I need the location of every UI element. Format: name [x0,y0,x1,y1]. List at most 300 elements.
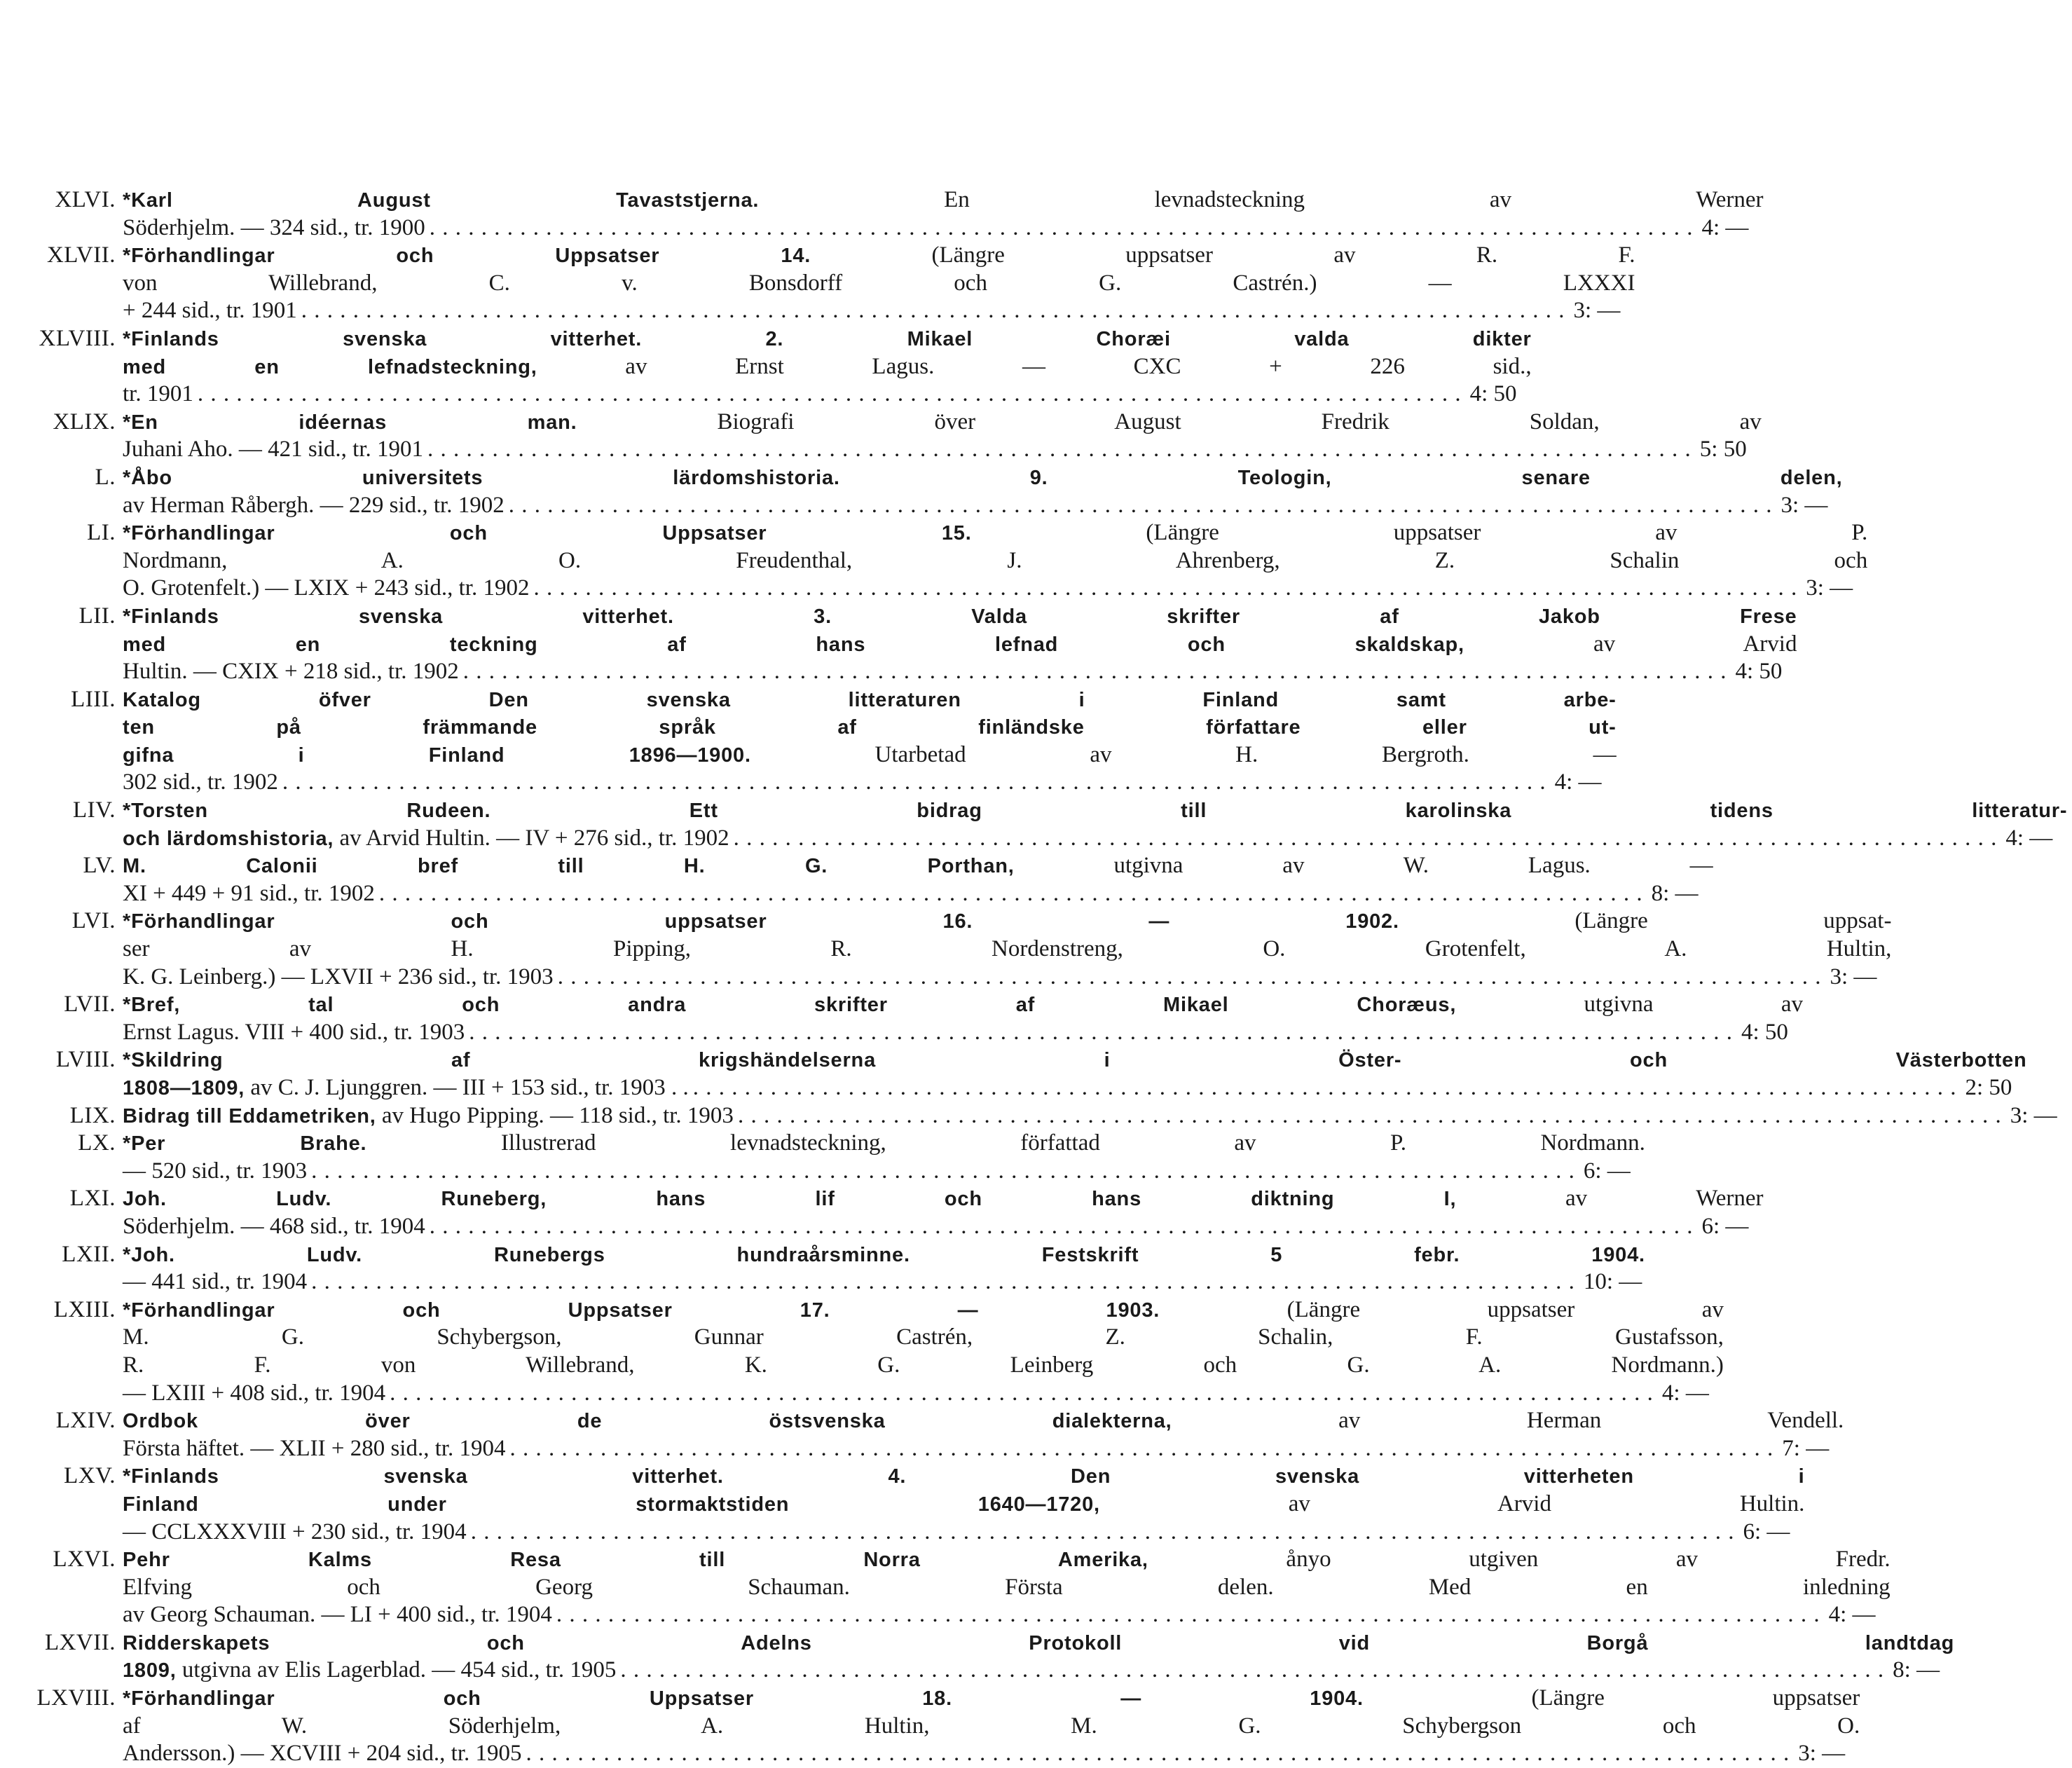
entry-line-text [123,1046,2026,1075]
entry-line [123,1685,1860,1713]
entry-title-bold: *Åbo universitets lärdomshistoria. 9. Teologin, senare delen, [123,466,1843,489]
dot-leader [297,297,1565,325]
entry-text: Elfving och Georg Schauman. Första delen. Med en inledning [123,1574,1891,1600]
entry-text: av Hugo Pipping. — 118 sid., tr. 1903 [376,1102,734,1128]
entry-text: O. Grotenfelt.) — LXIX + 243 sid., tr. 1902 [123,575,530,601]
entry-price: 3: — [1781,492,1828,518]
entry-price: 6: — [1701,1213,1749,1239]
entry-line-text [123,325,1532,354]
entry-number: LX. [78,1130,116,1156]
entry-line-text [123,409,1762,437]
entry-body [123,1185,1764,1240]
entry-line-text [123,519,1867,548]
entry-text: Hultin. — CXIX + 218 sid., tr. 1902 [123,659,459,685]
entry-line-text [123,1462,1804,1491]
entry-line [123,658,1797,686]
entry-title-bold: *Förhandlingar och uppsatser 16. — 1902. [123,910,1399,933]
entry-price: 4: — [1828,1602,1876,1628]
entry-line-text [123,686,1617,715]
entry-body [123,242,1635,325]
entry-number: LVI. [71,908,116,934]
entry-title-bold: *Finlands svenska vitterhet. 2. Mikael Choræi valda dikter [123,327,1532,350]
entry-line [123,1213,1764,1241]
entry-line-text [123,1435,506,1463]
entry-line-text [123,270,1635,298]
entry-number: XLVIII. [39,325,116,351]
entry-body [123,1130,1645,1185]
entry-body [123,464,1842,519]
entry-text: Juhani Aho. — 421 sid., tr. 1901 [123,437,424,462]
catalog-entry [28,1241,1645,1296]
entry-line [123,1102,2072,1130]
catalog-entry [28,852,1713,907]
entry-text: von Willebrand, C. v. Bonsdorff och G. Castrén.) — LXXXI [123,270,1635,296]
entry-text: av Herman Vendell. [1172,1408,1844,1434]
catalog-entry [28,991,1803,1046]
entry-line-text [123,907,1891,936]
entry-line-text [123,1574,1891,1602]
entry-line [123,1491,1804,1519]
entry-line-text [123,658,459,686]
entry-line-text [123,1491,1804,1519]
entry-line-text [123,852,1713,881]
entry-body [123,603,1797,686]
entry-text: av Ernst Lagus. — CXC + 226 sid., [537,353,1532,379]
entry-line [123,1296,1724,1324]
entry-body [123,519,1867,603]
entry-text: ser av H. Pipping, R. Nordenstreng, O. Grotenfelt, A. Hultin, [123,936,1892,962]
entry-number: LXIII. [53,1296,116,1322]
catalog-entry [28,1407,1844,1462]
entry-line [123,713,1617,741]
dot-leader [465,1019,1733,1047]
entry-title-bold: och lärdomshistoria, [123,827,334,850]
entry-text: — LXIII + 408 sid., tr. 1904 [123,1380,386,1406]
entry-title-bold: med en lefnadsteckning, [123,355,537,378]
entry-line [123,1019,1803,1047]
entry-text: Första häftet. — XLII + 280 sid., tr. 1904 [123,1435,506,1461]
entry-line-text [123,1713,1860,1741]
entry-price: 8: — [1651,880,1699,906]
entry-title-bold: gifna i Finland 1896—1900. [123,743,751,767]
catalog-entry [28,519,1868,603]
entry-line-text [123,242,1635,270]
entry-title-bold: *Skildring af krigshändelserna i Öster- och Västerbotten [123,1049,2027,1072]
entry-text: R. F. von Willebrand, K. G. Leinberg och G. A. Nordmann.) [123,1352,1724,1378]
entry-price: 8: — [1893,1657,1940,1683]
dot-leader [193,381,1462,409]
entry-line-text [123,1158,307,1186]
entry-body [123,686,1617,797]
entry-line [123,991,1803,1019]
entry-line [123,436,1762,464]
entry-text: Ernst Lagus. VIII + 400 sid., tr. 1903 [123,1019,465,1045]
entry-line [123,186,1764,214]
entry-line [123,741,1617,769]
entry-text: utgivna av [1456,992,1803,1017]
entry-number: LVIII. [55,1047,116,1073]
entry-title-bold: Pehr Kalms Resa till Norra Amerika, [123,1549,1148,1572]
entry-line [123,242,1635,270]
entry-line [123,547,1867,575]
entry-text: av Arvid Hultin. [1099,1491,1805,1516]
catalog-entry [28,686,1617,797]
catalog-entry [28,1130,1645,1185]
entry-body [123,907,1891,991]
entry-line [123,1435,1844,1463]
dot-leader [425,1213,1694,1241]
entry-body [123,1462,1804,1546]
dot-leader [425,214,1694,242]
entry-text: + 244 sid., tr. 1901 [123,298,297,324]
entry-text: af W. Söderhjelm, A. Hultin, M. G. Schybergson och O. [123,1713,1860,1739]
entry-body [123,1102,2072,1130]
dot-leader [729,825,1998,853]
entry-text: tr. 1901 [123,381,193,407]
entry-text: M. G. Schybergson, Gunnar Castrén, Z. Schalin, F. Gustafsson, [123,1324,1724,1350]
entry-line [123,1046,2026,1074]
entry-body [123,852,1713,907]
entry-line [123,575,1867,603]
entry-price: 3: — [1573,298,1621,324]
entry-line-text [123,464,1842,493]
entry-line-text [123,936,1891,964]
entry-text: utgivna av Elis Lagerblad. — 454 sid., tr. 1905 [176,1657,617,1683]
entry-text: K. G. Leinberg.) — LXVII + 236 sid., tr. 1903 [123,964,554,989]
entry-number: LXIV. [55,1408,116,1434]
entry-number: LVII. [64,992,116,1017]
entry-line-text [123,381,193,409]
entry-line [123,880,1713,908]
catalog-entry [28,1046,2027,1102]
entry-line [123,519,1867,547]
entry-line [123,1546,1891,1574]
entry-line [123,769,1617,797]
entry-title-bold: Ridderskapets och Adelns Protokoll vid Borgå landtdag [123,1631,1955,1654]
entry-line [123,1074,2026,1102]
dot-leader [734,1102,2002,1130]
entry-line-text [123,1074,689,1103]
entry-title-bold: *En idéernas man. [123,411,577,434]
entry-line [123,214,1764,242]
entry-title-bold: Katalog öfver Den svenska litteraturen i Finland samt arbe- [123,688,1617,711]
entry-line [123,1657,1954,1685]
entry-price: 3: — [1806,575,1853,601]
entry-line [123,631,1797,659]
entry-text: ånyo utgiven av Fredr. [1148,1547,1891,1572]
entry-body [123,1629,1954,1685]
entry-number: LXV. [64,1463,116,1489]
entry-line [123,1352,1724,1380]
catalog-entry [28,1685,1860,1768]
entry-line-text [123,797,2067,825]
entry-line [123,297,1635,325]
entry-price: 4: 50 [1741,1019,1788,1045]
entry-text: Söderhjelm. — 468 sid., tr. 1904 [123,1213,425,1239]
entry-line-text [123,769,278,797]
entry-line-text [123,1629,1954,1658]
entry-line [123,492,1842,520]
catalog-entry [28,1462,1805,1546]
entry-text: (Längre uppsat- [1399,908,1892,934]
entry-line-text [123,1102,734,1131]
entry-line-text [123,603,1797,631]
entry-line-text [123,436,423,464]
entry-price: 3: — [1830,964,1877,989]
entry-price: 7: — [1782,1435,1830,1461]
entry-title-bold: *Joh. Ludv. Runebergs hundraårsminne. Festskrift 5 febr. 1904. [123,1243,1645,1266]
entry-title-bold: *Finlands svenska vitterhet. 4. Den svenska vitterheten i [123,1465,1805,1488]
entry-line [123,1324,1724,1352]
dot-leader [278,769,1546,797]
entry-line-text [123,1380,385,1408]
entry-text: Nordmann, A. O. Freudenthal, J. Ahrenberg, Z. Schalin och [123,547,1868,573]
entry-line [123,381,1532,409]
entry-price: 4: — [2005,825,2053,851]
entry-line-text [123,825,729,854]
entry-title-bold: Finland under stormaktstiden 1640—1720, [123,1493,1100,1516]
entry-line-text [123,1685,1860,1713]
entry-title-bold: M. Calonii bref till H. G. Porthan, [123,855,1015,878]
entry-price: 2: 50 [1965,1075,2012,1100]
entry-line [123,1158,1645,1186]
entry-line [123,1130,1645,1158]
entry-line-text [123,964,554,992]
entry-line-text [123,214,425,242]
entry-text: — CCLXXXVIII + 230 sid., tr. 1904 [123,1519,467,1544]
entry-line-text [123,880,375,908]
entry-number: XLVII. [46,242,116,268]
entry-line [123,1185,1764,1213]
entry-line-text [123,547,1867,575]
entry-number: XLIX. [53,409,116,434]
entry-line [123,1574,1891,1602]
entry-line [123,1740,1860,1768]
entry-title-bold: *Bref, tal och andra skrifter af Mikael Choræus, [123,994,1457,1017]
entry-line-text [123,1130,1645,1158]
entry-line-text [123,1519,467,1547]
dot-leader [506,1435,1774,1463]
entry-line [123,1380,1724,1408]
catalog-page [28,186,2068,1768]
entry-line [123,907,1891,936]
entry-body [123,991,1803,1046]
entry-text: (Längre uppsatser av P. [971,520,1868,546]
entry-text: av Arvid [1464,631,1797,657]
entry-price: 5: 50 [1699,437,1747,462]
entry-body [123,797,2067,852]
entry-line-text [123,1740,522,1768]
entry-price: 4: 50 [1735,659,1783,685]
entry-title-bold: *Förhandlingar och Uppsatser 14. [123,245,811,268]
entry-body [123,1407,1844,1462]
dot-leader [616,1657,1884,1685]
entry-title-bold: *Finlands svenska vitterhet. 3. Valda skrifter af Jakob Frese [123,605,1797,628]
entry-line-text [123,1601,552,1629]
entry-text: Andersson.) — XCVIII + 204 sid., tr. 1905 [123,1741,522,1767]
entry-line [123,1462,1804,1491]
entry-price: 4: 50 [1469,381,1517,407]
entry-body [123,1296,1724,1407]
entry-price: 4: — [1701,214,1749,240]
catalog-entry [28,325,1532,409]
entry-line [123,325,1532,353]
catalog-entry [28,409,1762,464]
entry-text: (Längre uppsatser [1363,1685,1860,1711]
entry-number: LIV. [73,797,116,823]
entry-text: av Herman Råbergh. — 229 sid., tr. 1902 [123,492,505,518]
entry-line [123,797,2067,825]
entry-number: LXVI. [53,1547,116,1572]
catalog-entry [28,186,1764,242]
entry-line [123,1407,1844,1435]
entry-line [123,936,1891,964]
dot-leader [552,1601,1820,1629]
entry-title-bold: *Per Brahe. [123,1132,367,1156]
entry-text: — 441 sid., tr. 1904 [123,1269,308,1295]
entry-price: 6: — [1583,1158,1631,1184]
catalog-entry [28,242,1635,325]
entry-title-bold: *Karl August Tavaststjerna. [123,189,760,212]
entry-line-text [123,1324,1724,1352]
entry-number: LIX. [69,1102,116,1128]
dot-leader [522,1740,1790,1768]
entry-number: LXVIII. [36,1685,116,1711]
entry-line [123,852,1713,880]
entry-line-text [123,1657,616,1685]
entry-body [123,186,1764,242]
entry-line [123,1519,1804,1547]
entry-line-text [123,1296,1724,1325]
entry-title-bold: ten på främmande språk af finländske författare eller ut- [123,716,1617,739]
catalog-entry [28,603,1797,686]
entry-line-text [123,713,1617,742]
entry-line [123,1268,1645,1296]
entry-body [123,1046,2026,1102]
entry-title-bold: *Förhandlingar och Uppsatser 17. — 1903. [123,1298,1160,1322]
catalog-entry [28,1185,1764,1240]
dot-leader [307,1158,1575,1186]
entry-body [123,1546,1891,1629]
entry-line [123,825,2067,853]
entry-text: av Arvid Hultin. — IV + 276 sid., tr. 1902 [334,825,729,851]
entry-text: Biografi över August Fredrik Soldan, av [577,409,1762,434]
catalog-entry [28,1546,1891,1629]
entry-text: Utarbetad av H. Bergroth. — [750,741,1617,767]
entry-text: av Georg Schauman. — LI + 400 sid., tr. 1904 [123,1602,552,1628]
entry-line [123,409,1762,437]
catalog-entry [28,1102,2057,1130]
entry-line [123,964,1891,992]
entry-text: av Werner [1456,1186,1764,1212]
entry-body [123,1241,1645,1296]
entry-title-bold: 1808—1809, [123,1077,245,1099]
entry-price: 4: — [1554,769,1602,795]
dot-leader [505,492,1773,520]
entry-text: (Längre uppsatser av [1160,1296,1724,1322]
entry-text: En levnadsteckning av Werner [759,187,1764,212]
entry-line-text [123,297,297,325]
entry-line-text [123,1407,1844,1436]
entry-line [123,464,1842,492]
entry-body [123,325,1532,409]
entry-text: Illustrerad levnadsteckning, författad av P. Nordmann. [366,1130,1645,1156]
entry-line-text [123,631,1797,659]
dot-leader [375,880,1643,908]
entry-title-bold: 1809, [123,1659,177,1683]
entry-line-text [123,1185,1764,1214]
entry-number: LV. [83,853,116,879]
entry-number: LII. [78,603,116,629]
catalog-entry [28,797,2068,852]
entry-line-text [123,1019,465,1047]
entry-text: 302 sid., tr. 1902 [123,769,278,795]
catalog-entry [28,464,1843,519]
entry-line-text [123,186,1764,215]
entry-line-text [123,1268,307,1296]
dot-leader [459,658,1727,686]
entry-line [123,686,1617,714]
dot-leader [529,575,1797,603]
entry-price: 4: — [1661,1380,1709,1406]
entry-line-text [123,492,505,520]
entry-line [123,270,1635,298]
entry-title-bold: Bidrag till Eddametriken, [123,1104,376,1128]
entry-line-text [123,575,529,603]
entry-line [123,1713,1860,1741]
entry-title-bold: Ordbok över de östsvenska dialekterna, [123,1410,1172,1433]
entry-body [123,1685,1860,1768]
entry-text: (Längre uppsatser av R. F. [811,242,1635,268]
entry-text: utgivna av W. Lagus. — [1014,853,1713,879]
entry-price: 10: — [1583,1269,1642,1295]
dot-leader [689,1074,1957,1102]
dot-leader [554,964,1822,992]
entry-line-text [123,1546,1891,1575]
entry-number: LXI. [69,1186,116,1212]
entry-line [123,1629,1954,1657]
catalog-entry [28,907,1892,991]
entry-line-text [123,353,1532,382]
entry-line-text [123,1213,425,1241]
entry-number: LXII. [62,1241,116,1267]
entry-text: av C. J. Ljunggren. — III + 153 sid., tr. 1903 . . [245,1075,689,1100]
dot-leader [423,436,1692,464]
entry-title-bold: *Förhandlingar och Uppsatser 18. — 1904. [123,1687,1364,1711]
catalog-entry [28,1296,1724,1407]
entry-price: 3: — [2010,1102,2057,1128]
entry-number: LXVII. [44,1629,116,1655]
entry-number: L. [95,464,116,490]
entry-text: XI + 449 + 91 sid., tr. 1902 [123,880,375,906]
entry-price: 6: — [1743,1519,1790,1544]
entry-number: LIII. [71,686,116,712]
entry-line [123,603,1797,631]
entry-price: 3: — [1798,1741,1846,1767]
entry-text: Söderhjelm. — 324 sid., tr. 1900 [123,214,425,240]
entry-line-text [123,1241,1645,1270]
dot-leader [307,1268,1575,1296]
entry-title-bold: Joh. Ludv. Runeberg, hans lif och hans diktning I, [123,1188,1457,1211]
dot-leader [385,1380,1654,1408]
entry-line-text [123,991,1803,1020]
entry-number: LI. [87,520,116,546]
entry-title-bold: med en teckning af hans lefnad och skaldskap, [123,633,1464,656]
entry-line [123,353,1532,381]
entry-line-text [123,741,1617,770]
entry-number: XLVI. [55,187,116,212]
entry-text: — 520 sid., tr. 1903 [123,1158,308,1184]
